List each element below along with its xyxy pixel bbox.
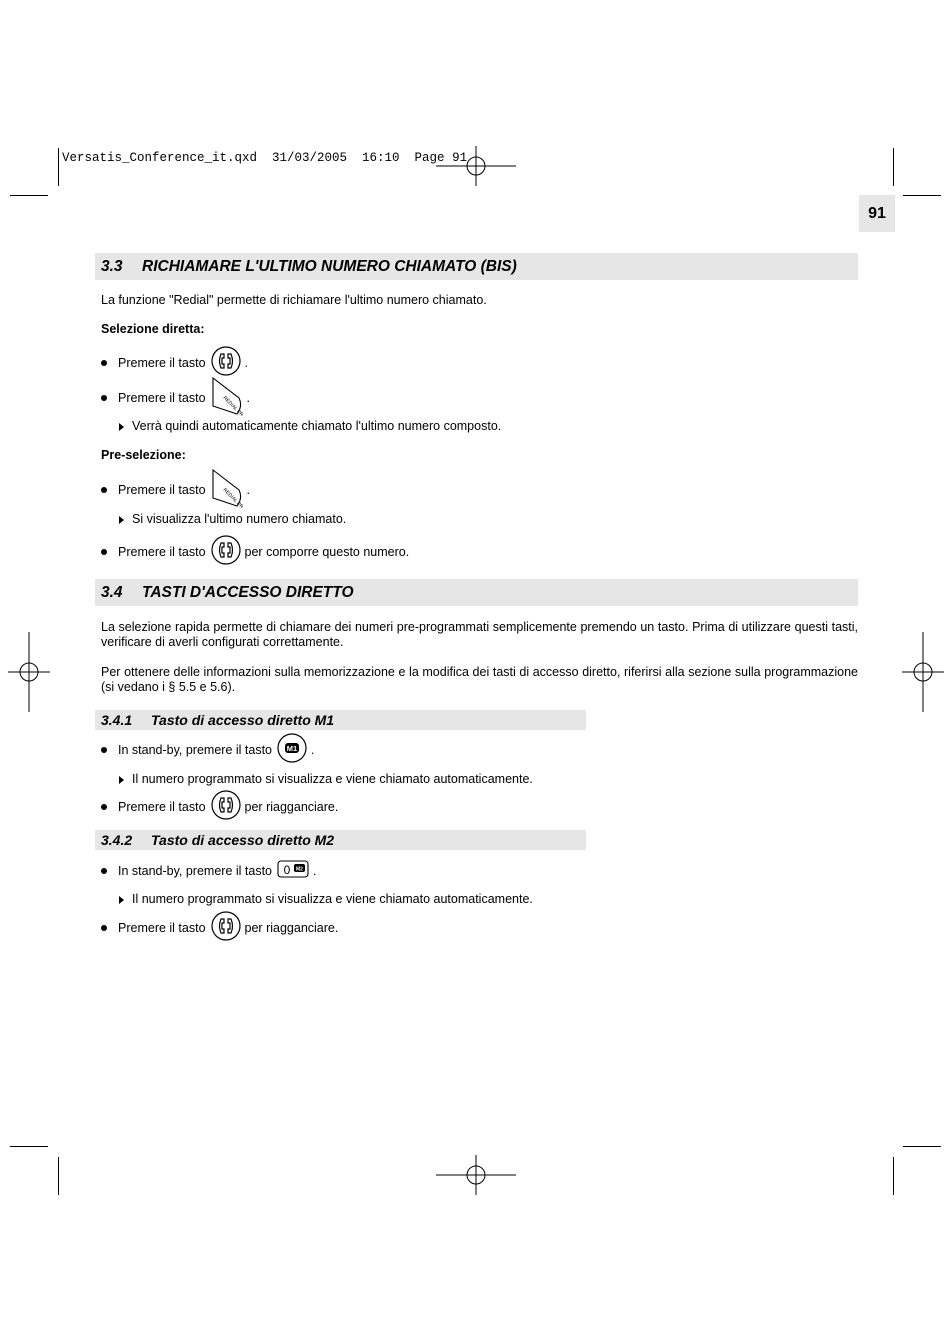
section-heading-3-4 bbox=[95, 579, 858, 606]
redial-key-icon bbox=[211, 376, 243, 421]
handset-key-icon bbox=[211, 535, 241, 570]
paragraph: La selezione rapida permette di chiamare dei numeri pre-programmati semplicemente premendo un tasto. Prima di utilizzare questi tasti, verificare di averli configurati correttamente. bbox=[101, 620, 858, 649]
section-number: 3.4 bbox=[101, 584, 123, 601]
bullet-dot bbox=[101, 549, 107, 555]
section-title: TASTI D'ACCESSO DIRETTO bbox=[142, 584, 354, 601]
m2-key-icon bbox=[277, 860, 309, 883]
section-heading-3-4-2 bbox=[95, 830, 586, 850]
registration-mark-left bbox=[8, 632, 50, 712]
bullet-dot bbox=[101, 360, 107, 366]
redial-key-icon bbox=[211, 468, 243, 513]
list-item: Premere il tasto REDIAL . bbox=[101, 481, 250, 499]
section-heading-3-3 bbox=[95, 253, 858, 280]
bullet-dot bbox=[101, 868, 107, 874]
list-item: Premere il tasto per riagganciare. bbox=[101, 919, 338, 937]
page-number: 91 bbox=[859, 195, 895, 232]
handset-key-icon bbox=[211, 911, 241, 946]
section-number: 3.4.1 bbox=[101, 712, 133, 728]
bullet-dot bbox=[101, 925, 107, 931]
section-heading-3-4-1 bbox=[95, 710, 586, 730]
registration-mark-right bbox=[902, 632, 944, 712]
list-item: Premere il tasto per riagganciare. bbox=[101, 798, 338, 816]
paragraph: Per ottenere delle informazioni sulla memorizzazione e la modifica dei tasti di accesso diretto, riferirsi alla sezione sulla programmazione (si vedano i § 5.5 e 5.6). bbox=[101, 665, 858, 694]
file-slug: Versatis_Conference_it.qxd 31/03/2005 16:10 Page 91 bbox=[62, 151, 468, 165]
arrow-icon bbox=[119, 423, 124, 431]
section-title: Tasto di accesso diretto M1 bbox=[151, 712, 335, 728]
pre-selection-label: Pre-selezione: bbox=[101, 448, 186, 462]
section-number: 3.3 bbox=[101, 258, 123, 275]
list-item: In stand-by, premere il tasto M1 . bbox=[101, 741, 315, 759]
bullet-dot bbox=[101, 804, 107, 810]
list-item: Premere il tasto REDIAL . bbox=[101, 389, 250, 407]
arrow-icon bbox=[119, 776, 124, 784]
section-title: RICHIAMARE L'ULTIMO NUMERO CHIAMATO (BIS) bbox=[142, 258, 517, 275]
result-item: Si visualizza l'ultimo numero chiamato. bbox=[119, 512, 346, 527]
direct-selection-label: Selezione diretta: bbox=[101, 322, 205, 336]
arrow-icon bbox=[119, 896, 124, 904]
registration-mark-bottom bbox=[436, 1155, 516, 1195]
intro-paragraph: La funzione "Redial" permette di richiamare l'ultimo numero chiamato. bbox=[101, 293, 487, 307]
svg-text:REDIAL PROGRAMM: REDIAL bbox=[221, 486, 239, 504]
svg-text:REDIAL PROGRAMM: REDIAL bbox=[221, 394, 239, 412]
result-item: Il numero programmato si visualizza e viene chiamato automaticamente. bbox=[119, 772, 533, 787]
bullet-dot bbox=[101, 487, 107, 493]
section-number: 3.4.2 bbox=[101, 832, 133, 848]
bullet-dot bbox=[101, 747, 107, 753]
list-item: In stand-by, premere il tasto 0 M2 . bbox=[101, 862, 317, 880]
arrow-icon bbox=[119, 516, 124, 524]
result-item: Il numero programmato si visualizza e viene chiamato automaticamente. bbox=[119, 892, 533, 907]
section-title: Tasto di accesso diretto M2 bbox=[151, 832, 335, 848]
m1-key-icon bbox=[277, 733, 307, 768]
list-item: Premere il tasto per comporre questo numero. bbox=[101, 543, 409, 561]
svg-text:M1: M1 bbox=[286, 743, 298, 753]
result-item: Verrà quindi automaticamente chiamato l'ultimo numero composto. bbox=[119, 419, 501, 434]
svg-text:0: 0 bbox=[283, 862, 291, 877]
bullet-dot bbox=[101, 395, 107, 401]
svg-text:M2: M2 bbox=[296, 866, 303, 872]
list-item: Premere il tasto . bbox=[101, 354, 248, 372]
handset-key-icon bbox=[211, 790, 241, 825]
